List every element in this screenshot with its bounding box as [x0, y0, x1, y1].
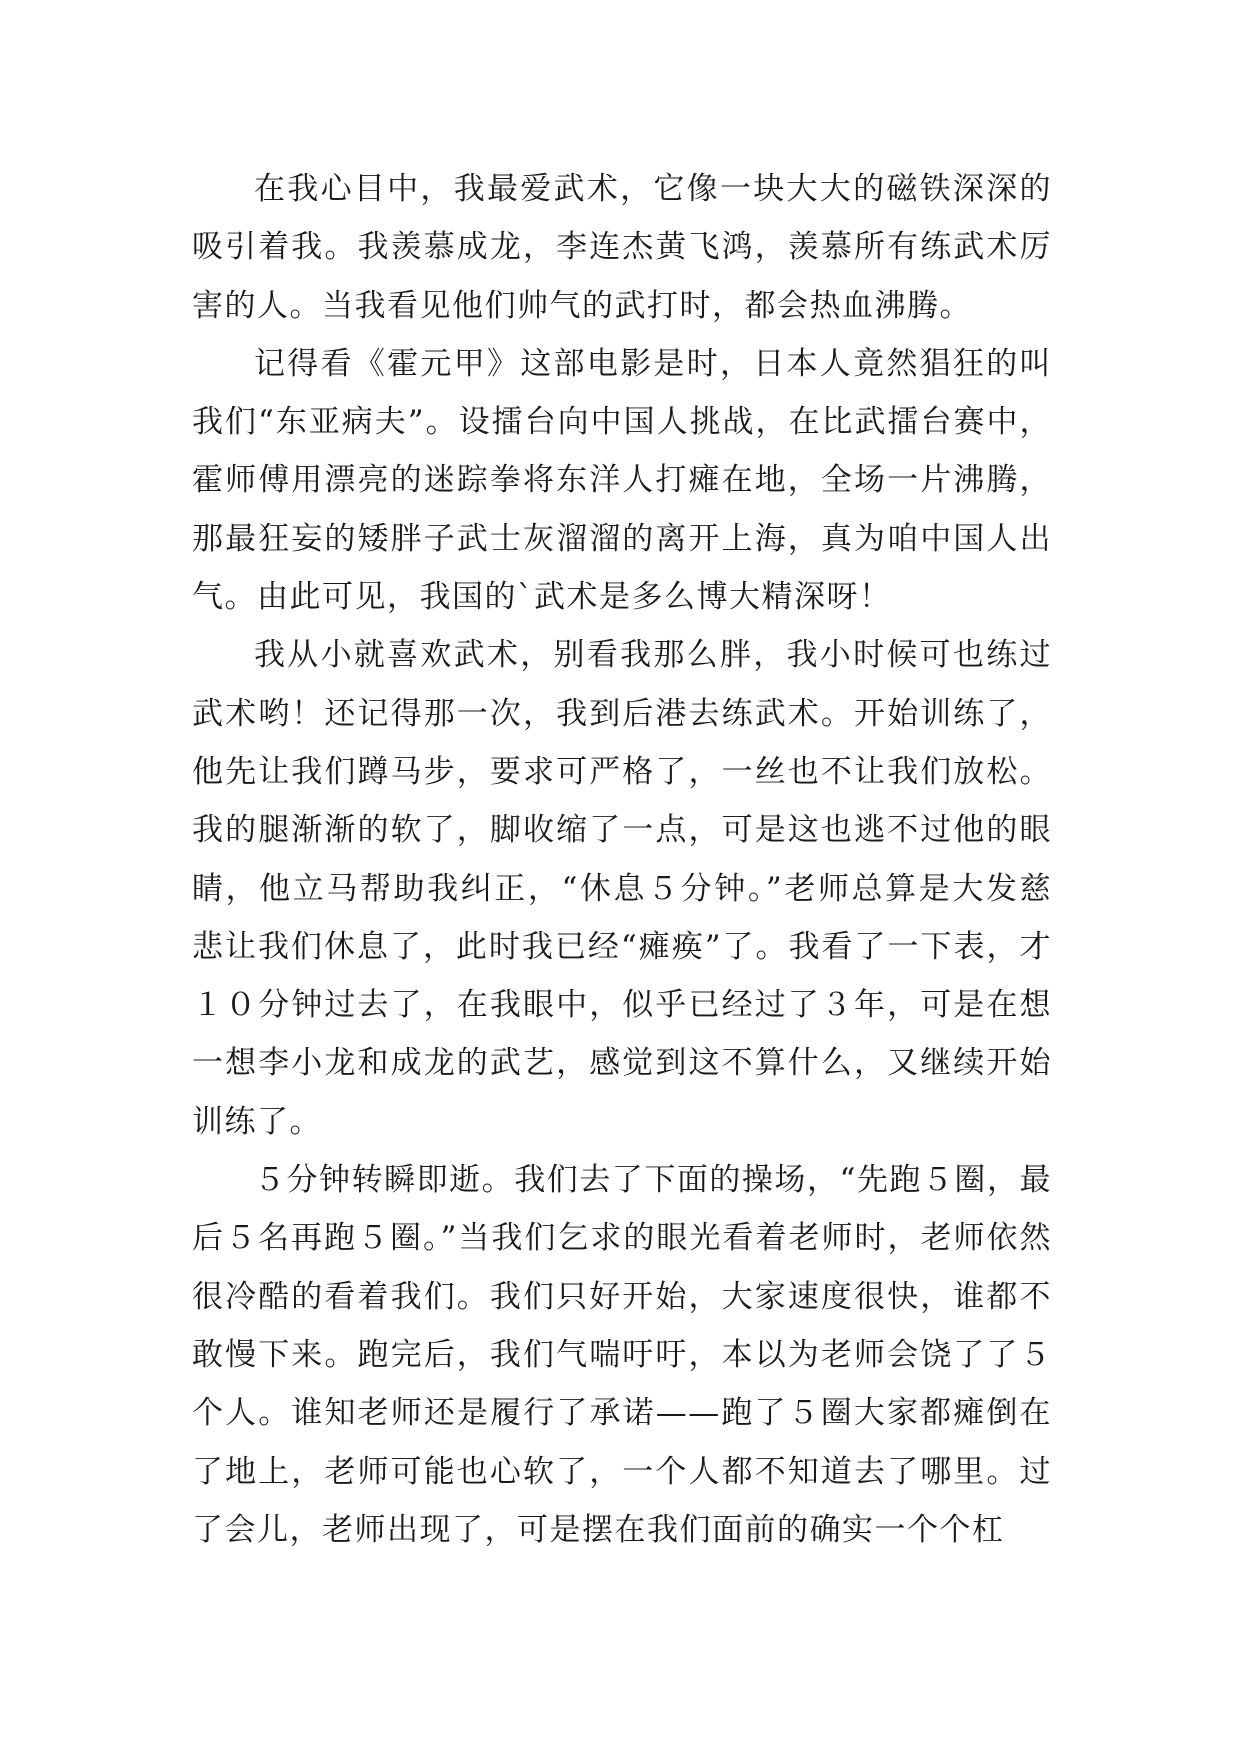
document-body: [192, 160, 1052, 1559]
paragraph-1: 在我心目中，我最爱武术，它像一块大大的磁铁深深的吸引着我。我羡慕成龙，李连杰黄飞鸿，羡慕所有练武术厉害的人。当我看见他们帅气的武打时，都会热血沸腾。: [192, 171, 1052, 324]
paragraph-4: ５分钟转瞬即逝。我们去了下面的操场，“先跑５圈，最后５名再跑５圈。”当我们乞求的眼光看着老师时，老师依然很冷酷的看着我们。我们只好开始，大家速度很快，谁都不敢慢下来。跑完后，我们气喘吁吁，本以为老师会饶了了５个人。谁知老师还是履行了承诺——跑了５圈大家都瘫倒在了地上，老师可能也心软了，一个人都不知道去了哪里。过了会儿，老师出现了，可是摆在我们面前的确实一个个杠: [192, 1162, 1052, 1548]
paragraph-2: 记得看《霍元甲》这部电影是时，日本人竟然猖狂的叫我们“东亚病夫”。设擂台向中国人挑战，在比武擂台赛中，霍师傅用漂亮的迷踪拳将东洋人打瘫在地，全场一片沸腾，那最狂妄的矮胖子武士灰溜溜的离开上海，真为咱中国人出气。由此可见，我国的`武术是多么博大精深呀！: [192, 345, 1052, 616]
paragraph-3: 我从小就喜欢武术，别看我那么胖，我小时候可也练过武术哟！还记得那一次，我到后港去练武术。开始训练了，他先让我们蹲马步，要求可严格了，一丝也不让我们放松。我的腿渐渐的软了，脚收缩了一点，可是这也逃不过他的眼睛，他立马帮助我纠正，“休息５分钟。”老师总算是大发慈悲让我们休息了，此时我已经“瘫痪”了。我看了一下表，才１０分钟过去了，在我眼中，似乎已经过了３年，可是在想一想李小龙和成龙的武艺，感觉到这不算什么，又继续开始训练了。: [192, 637, 1052, 1140]
